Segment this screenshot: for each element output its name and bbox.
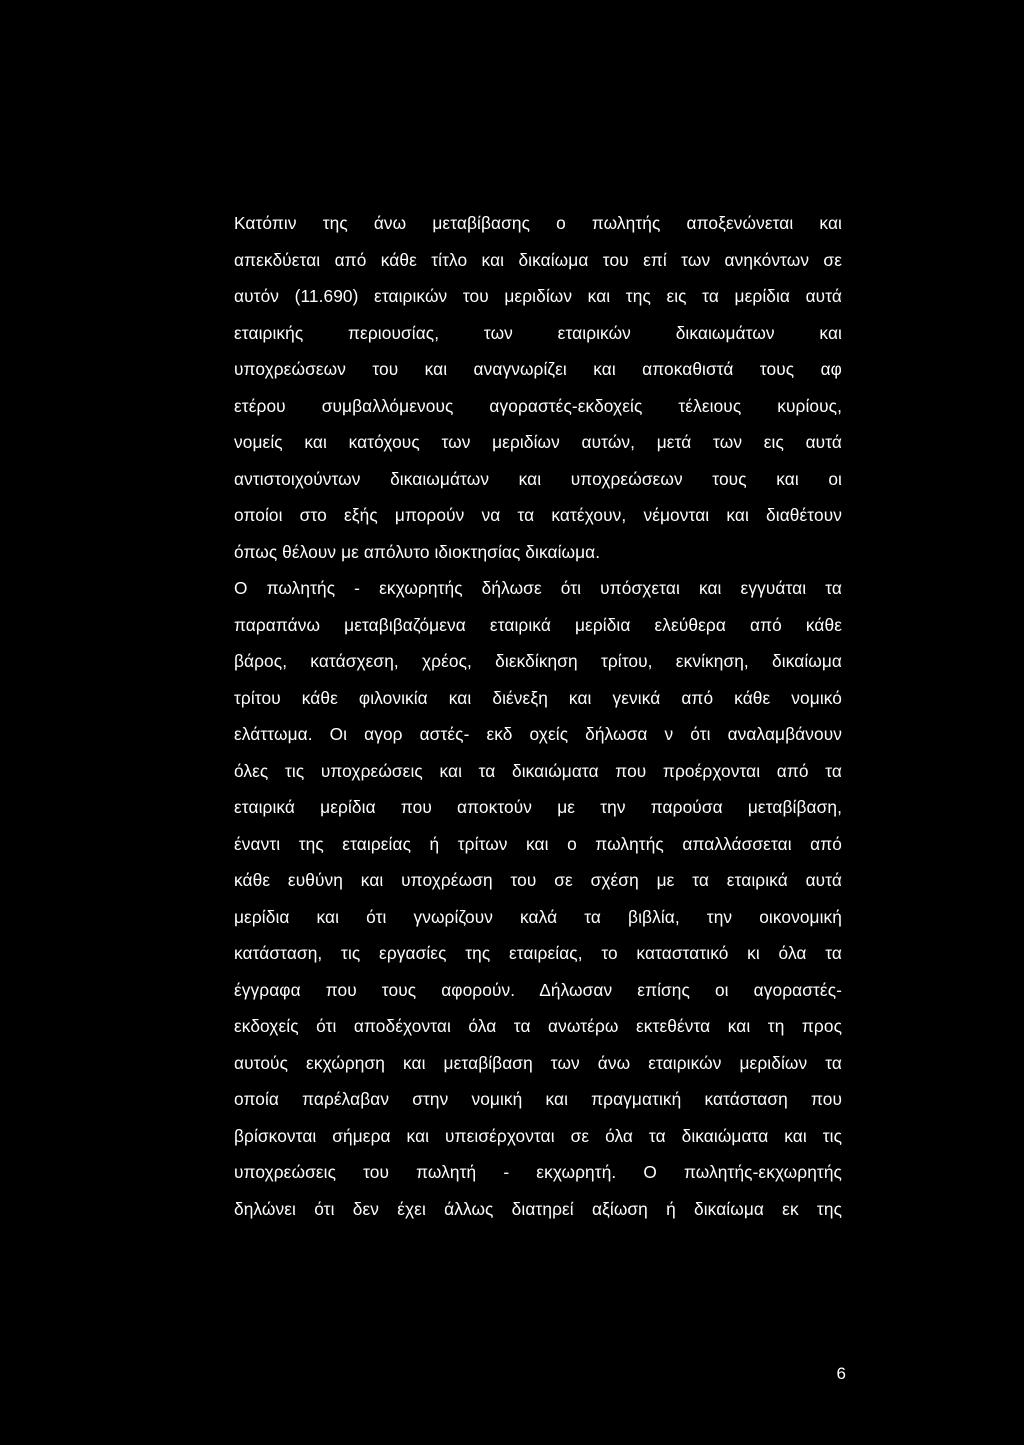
text-line: ετέρου συμβαλλόμενους αγοραστές-εκδοχείς τέλειους κυρίους, <box>234 395 842 416</box>
text-line: απεκδύεται από κάθε τίτλο και δικαίωμα του επί των ανηκόντων σε <box>234 249 842 270</box>
text-line: παραπάνω μεταβιβαζόμενα εταιρικά μερίδια ελεύθερα από κάθε <box>234 614 842 635</box>
text-line: εταιρικά μερίδια που αποκτούν με την παρούσα μεταβίβαση, <box>234 797 842 817</box>
text-line: μερίδια και ότι γνωρίζουν καλά τα βιβλία, την οικονομική <box>234 906 842 927</box>
text-line: κάθε ευθύνη και υποχρέωση του σε σχέση με τα εταιρικά αυτά <box>234 870 842 890</box>
text-line: αυτούς εκχώρηση και μεταβίβαση των άνω εταιρικών μεριδίων τα <box>234 1052 842 1073</box>
text-line: αυτόν (11.690) εταιρικών του μεριδίων και της εις τα μερίδια αυτά <box>234 286 842 306</box>
text-line: οποία παρέλαβαν στην νομική και πραγματική κατάσταση που <box>234 1089 842 1109</box>
text-line: εταιρικής περιουσίας, των εταιρικών δικαιωμάτων και <box>234 322 842 343</box>
text-line: ελάττωμα. Οι αγορ αστές- εκδ οχείς δήλωσα ν ότι αναλαμβάνουν <box>234 724 842 744</box>
text-line: όπως θέλουν με απόλυτο ιδιοκτησίας δικαίωμα. <box>234 541 601 562</box>
text-line: όλες τις υποχρεώσεις και τα δικαιώματα που προέρχονται από τα <box>234 760 842 781</box>
text-line: τρίτου κάθε φιλονικία και διένεξη και γενικά από κάθε νομικό <box>234 687 842 708</box>
text-line: βάρος, κατάσχεση, χρέος, διεκδίκηση τρίτου, εκνίκηση, δικαίωμα <box>234 651 842 671</box>
text-line: οποίοι στο εξής μπορούν να τα κατέχουν, νέμονται και διαθέτουν <box>234 505 842 525</box>
text-line: εκδοχείς ότι αποδέχονται όλα τα ανωτέρω εκτεθέντα και τη προς <box>234 1016 842 1036</box>
text-line: βρίσκονται σήμερα και υπεισέρχονται σε όλα τα δικαιώματα και τις <box>234 1125 842 1146</box>
text-line: Ο πωλητής - εκχωρητής δήλωσε ότι υπόσχεται και εγγυάται τα <box>234 578 842 598</box>
body-text <box>234 205 842 1227</box>
text-line: υποχρεώσεων του και αναγνωρίζει και αποκαθιστά τους αφ <box>234 359 842 379</box>
text-line: δηλώνει ότι δεν έχει άλλως διατηρεί αξίωση ή δικαίωμα εκ της <box>234 1198 842 1219</box>
text-line: έγγραφα που τους αφορούν. Δήλωσαν επίσης οι αγοραστές- <box>234 979 842 1000</box>
text-line: υποχρεώσεις του πωλητή - εκχωρητή. Ο πωλητής-εκχωρητής <box>234 1162 842 1182</box>
text-line: νομείς και κατόχους των μεριδίων αυτών, μετά των εις αυτά <box>234 432 842 452</box>
page-number: 6 <box>836 1364 846 1383</box>
text-line: αντιστοιχούντων δικαιωμάτων και υποχρεώσεων τους και οι <box>234 468 842 489</box>
text-line: κατάσταση, τις εργασίες της εταιρείας, το καταστατικό κι όλα τα <box>234 943 842 963</box>
text-line: έναντι της εταιρείας ή τρίτων και ο πωλητής απαλλάσσεται από <box>234 833 842 854</box>
text-line: Κατόπιν της άνω μεταβίβασης ο πωλητής αποξενώνεται και <box>234 213 842 233</box>
